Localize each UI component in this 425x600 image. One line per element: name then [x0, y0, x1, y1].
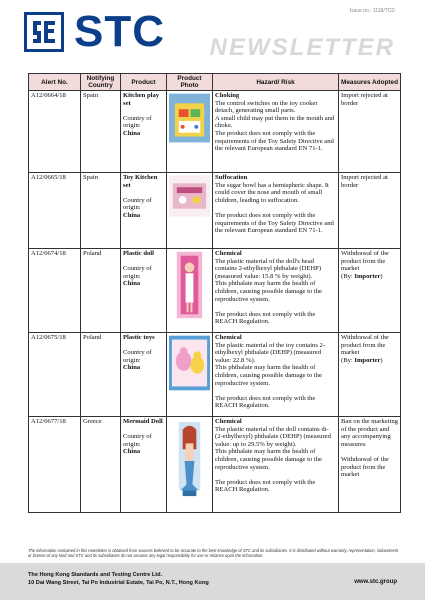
measures-cell: [339, 91, 401, 173]
product-photo-cell: [167, 417, 213, 513]
product-cell: [121, 91, 167, 173]
origin-label: Country of origin:: [123, 433, 152, 448]
origin-country: China: [123, 364, 141, 372]
company-info: [28, 571, 209, 587]
product-name: Kitchen play set: [123, 92, 160, 107]
hazard-text: The product does not comply with the REACH Regulation.: [215, 478, 316, 494]
hazard-text: This phthalate may harm the health of children, causing possible damage to the reproductive system.: [215, 364, 322, 387]
alert-no-cell: A12/0674/18: [29, 249, 81, 333]
header-alert-no: Alert No.: [29, 74, 81, 91]
hazard-text: The product does not comply with the REACH Regulation.: [215, 310, 316, 326]
header-notifying-country: Notifying Country: [81, 74, 121, 91]
measure-text: Withdrawal of the product from the market: [341, 334, 389, 357]
alert-no-cell: A12/0664/18: [29, 91, 81, 173]
hazard-title: Chemical: [215, 418, 242, 425]
origin-country: China: [123, 280, 141, 288]
product-name: Mermaid Doll: [123, 418, 163, 425]
stc-logo-icon: [24, 12, 64, 52]
product-name: Plastic doll: [123, 250, 154, 257]
country-cell: Spain: [81, 91, 121, 173]
measures-cell: [339, 249, 401, 333]
website-link[interactable]: www.stc.group: [354, 579, 397, 585]
origin-country: China: [123, 211, 141, 219]
product-cell: [121, 333, 167, 417]
header-product: Product: [121, 74, 167, 91]
table-header-row: [29, 74, 401, 91]
page-header: [0, 0, 425, 70]
header-product-photo: Product Photo: [167, 74, 213, 91]
alert-no-cell: A12/0675/18: [29, 333, 81, 417]
origin-label: Country of origin:: [123, 349, 152, 364]
country-cell: Poland: [81, 333, 121, 417]
hazard-text: The product does not comply with the requirements of the Toy Safety Directive and the relevant European standard EN 71-1.: [215, 211, 334, 235]
product-name: Toy Kitchen set: [123, 174, 158, 189]
hazard-text: This phthalate may harm the health of children, causing possible damage to the reproductive system.: [215, 280, 322, 303]
origin-country: China: [123, 448, 141, 456]
header-hazard-risk: Hazard/ Risk: [213, 74, 339, 91]
origin-country: China: [123, 129, 141, 137]
company-name: The Hong Kong Standards and Testing Centre Ltd.: [28, 572, 163, 578]
measure-by: (By: Importer): [341, 272, 383, 280]
origin-label: Country of origin:: [123, 265, 152, 280]
issue-number: Issue no.: 1118/TCD: [349, 8, 395, 14]
measure-text: Ban on the marketing of the product and any accompanying measures: [341, 418, 398, 448]
table-row: [29, 173, 401, 249]
newsletter-title: NEWSLETTER: [209, 34, 395, 61]
table-row: [29, 91, 401, 173]
measure-by: (By: Importer): [341, 356, 383, 364]
measure-text: Withdrawal of the product from the market: [341, 250, 389, 273]
product-name: Plastic toys: [123, 334, 155, 341]
hazard-text: The product does not comply with the requirements of the Toy Safety Directive and the relevant European standard EN 71-1.: [215, 129, 334, 153]
disclaimer: The information contained in this newsletter is obtained from sources believed to be accurate to the best knowledge of STC and its subsidiaries. It is distributed without warranty, representation, inducement or license of any kind and STC and its subsidiaries do not assume any legal responsibility for use or reliance upon the information.: [28, 548, 399, 558]
table-row: [29, 333, 401, 417]
country-cell: Greece: [81, 417, 121, 513]
alert-no-cell: A12/0665/18: [29, 173, 81, 249]
measures-cell: [339, 333, 401, 417]
hazard-text: The control switches on the toy cooker detach, generating small parts.: [215, 99, 318, 115]
hazard-text: The plastic material of the doll's head contains 2-ethylhexyl phthalate (DEHP) (measured value: 15.8 % by weight).: [215, 257, 322, 280]
product-photo: [169, 419, 210, 499]
alert-no-cell: A12/0677/18: [29, 417, 81, 513]
product-photo: [169, 175, 210, 217]
origin-label: Country of origin:: [123, 196, 152, 212]
hazard-cell: [213, 91, 339, 173]
measure-text: Withdrawal of the product from the market: [341, 455, 389, 479]
recall-table: [28, 73, 401, 513]
measures-cell: [339, 173, 401, 249]
hazard-title: Choking: [215, 92, 240, 99]
hazard-text: This phthalate may harm the health of children, causing possible damage to the reproductive system.: [215, 448, 322, 471]
product-photo: [169, 93, 210, 143]
product-photo-cell: [167, 249, 213, 333]
product-cell: [121, 249, 167, 333]
product-cell: [121, 417, 167, 513]
company-address: 10 Dai Wang Street, Tai Po Industrial Estate, Tai Po, N.T., Hong Kong: [28, 580, 209, 586]
product-photo-cell: [167, 91, 213, 173]
product-photo: [169, 335, 210, 391]
hazard-text: A small child may put them in the mouth and choke.: [215, 114, 335, 130]
hazard-text: The product does not comply with the REACH Regulation.: [215, 394, 316, 410]
hazard-text: The plastic material of the toy contains 2-ethylhexyl phthalate (DEHP) (measured value: 22.8 %).: [215, 341, 326, 364]
hazard-text: The plastic material of the doll contains di-(2-ethylhexyl) phthalate (DEHP) (measured value: up to 29.5% by weight).: [215, 425, 331, 448]
country-cell: Spain: [81, 173, 121, 249]
table-row: [29, 249, 401, 333]
header-measures-adopted: Measures Adopted: [339, 74, 401, 91]
hazard-cell: [213, 333, 339, 417]
table-row: [29, 417, 401, 513]
measure-text: Import rejected at border: [341, 92, 388, 107]
hazard-cell: [213, 173, 339, 249]
hazard-cell: [213, 249, 339, 333]
measure-text: Import rejected at border: [341, 174, 388, 189]
hazard-title: Suffocation: [215, 174, 248, 181]
country-cell: Poland: [81, 249, 121, 333]
logo-text: STC: [74, 7, 165, 56]
product-photo: [169, 251, 210, 319]
hazard-title: Chemical: [215, 334, 242, 341]
hazard-cell: [213, 417, 339, 513]
origin-label: Country of origin:: [123, 114, 152, 130]
hazard-text: The sugar bowl has a hemispheric shape. It could cover the nose and mouth of small children, leading to suffocation.: [215, 181, 329, 204]
measures-cell: [339, 417, 401, 513]
product-photo-cell: [167, 173, 213, 249]
hazard-title: Chemical: [215, 250, 242, 257]
product-cell: [121, 173, 167, 249]
product-photo-cell: [167, 333, 213, 417]
